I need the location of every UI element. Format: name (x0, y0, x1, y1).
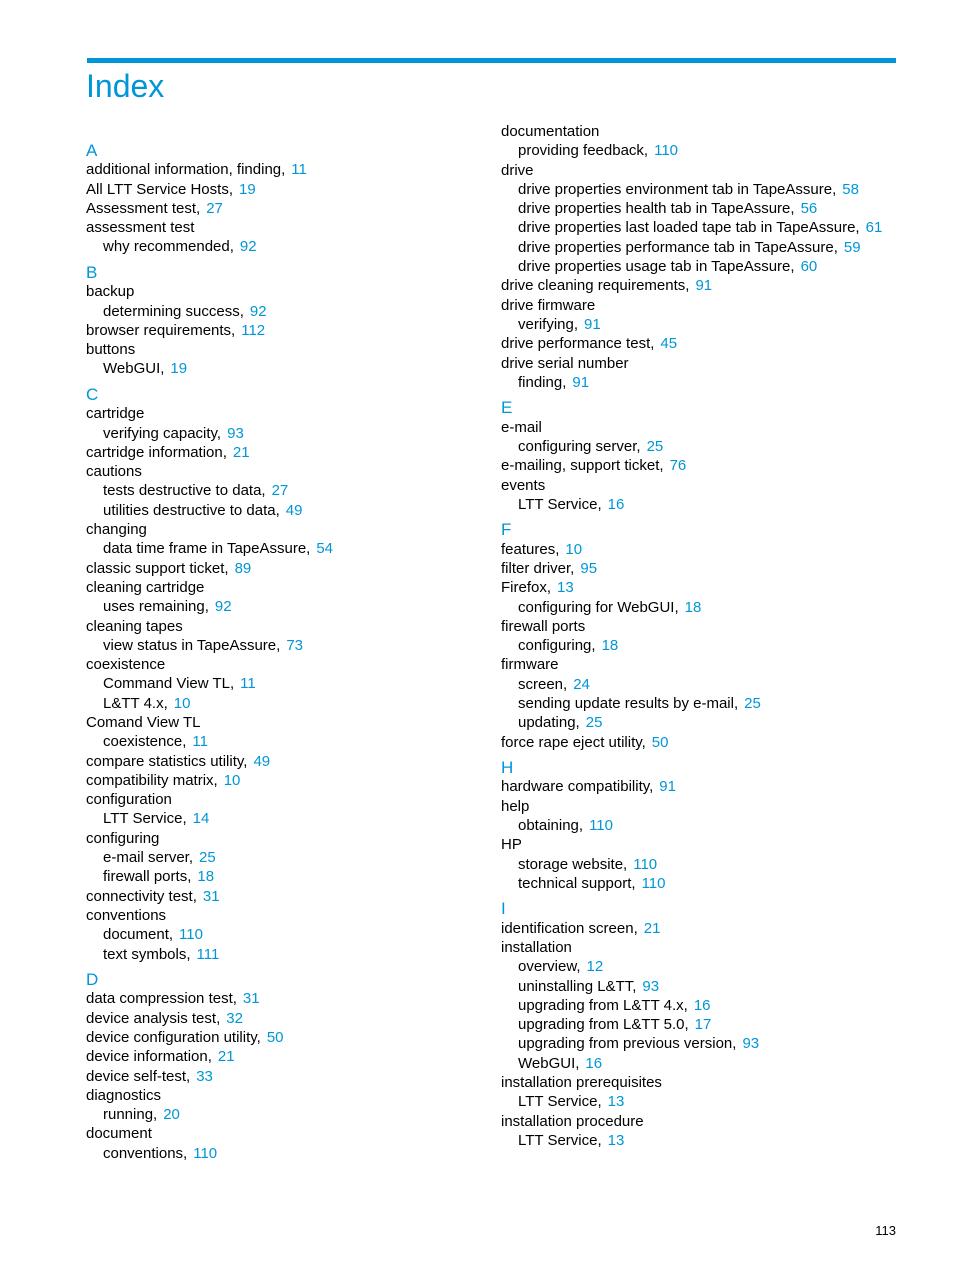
entry-term: LTT Service, (103, 810, 187, 828)
index-group-e (501, 398, 906, 514)
entry-term: configuring (86, 829, 160, 847)
index-entry (501, 559, 906, 578)
page-link[interactable]: 16 (585, 1054, 603, 1072)
entry-term: force rape eject utility, (501, 733, 646, 751)
index-entry (501, 276, 906, 295)
page-link[interactable]: 60 (800, 258, 818, 276)
entry-term: drive firmware (501, 296, 596, 314)
index-subentry (501, 874, 906, 893)
entry-term: tests destructive to data, (103, 482, 266, 500)
entry-term: cleaning tapes (86, 617, 183, 635)
entry-term: WebGUI, (103, 360, 165, 378)
page-link[interactable]: 33 (196, 1067, 213, 1085)
index-entry (501, 617, 906, 636)
entry-term: providing feedback, (518, 142, 649, 160)
index-entry (501, 418, 906, 437)
page-link[interactable]: 61 (865, 219, 883, 237)
entry-term: updating, (518, 714, 580, 732)
page-link[interactable]: 27 (271, 482, 289, 500)
index-subentry (86, 945, 491, 964)
page-link[interactable]: 93 (742, 1035, 760, 1053)
entry-term: HP (501, 836, 522, 854)
index-subentry (86, 501, 491, 520)
index-subentry (501, 373, 906, 392)
entry-term: Command View TL, (103, 675, 235, 693)
entry-term: drive properties performance tab in TapeAssure, (518, 238, 838, 256)
index-subentry (86, 732, 491, 751)
entry-term: document (86, 1125, 152, 1143)
page-link[interactable]: 110 (633, 855, 658, 873)
entry-term: overview, (518, 958, 581, 976)
index-entry (86, 520, 491, 539)
page-link[interactable]: 111 (196, 945, 220, 963)
index-subentry (501, 977, 906, 996)
index-subentry (86, 674, 491, 693)
entry-term: installation (501, 938, 572, 956)
index-entry (501, 797, 906, 816)
entry-term: finding, (518, 373, 567, 391)
page-link[interactable]: 110 (193, 1144, 218, 1162)
index-subentry (86, 1105, 491, 1124)
index-entry (86, 1009, 491, 1028)
entry-term: device information, (86, 1048, 212, 1066)
index-entry (86, 906, 491, 925)
index-subentry (501, 238, 906, 257)
index-entry (86, 282, 491, 301)
page-link[interactable]: 110 (589, 816, 613, 834)
entry-term: additional information, finding, (86, 161, 286, 179)
entry-term: firewall ports, (103, 868, 192, 886)
index-entry (86, 655, 491, 674)
entry-term: events (501, 476, 546, 494)
entry-term: drive properties usage tab in TapeAssure, (518, 258, 795, 276)
entry-term: assessment test (86, 219, 195, 237)
index-entry (86, 617, 491, 636)
entry-term: running, (103, 1106, 158, 1124)
page-link[interactable]: 91 (695, 277, 713, 295)
page-link[interactable]: 18 (684, 598, 702, 616)
page-link[interactable]: 10 (223, 771, 241, 789)
index-group-b (86, 263, 491, 379)
index-entry (86, 443, 491, 462)
index-entry (501, 456, 906, 475)
index-group-h (501, 758, 906, 893)
index-subentry (86, 424, 491, 443)
page-link[interactable]: 92 (214, 598, 232, 616)
page-link[interactable]: 31 (242, 990, 260, 1008)
index-entry (86, 1047, 491, 1066)
page-link[interactable]: 25 (646, 437, 664, 455)
entry-term: drive performance test, (501, 335, 655, 353)
index-group-a (86, 141, 491, 257)
index-entry (501, 655, 906, 674)
entry-term: device self-test, (86, 1067, 191, 1085)
index-subentry (86, 848, 491, 867)
index-subentry (501, 315, 906, 334)
index-entry (501, 354, 906, 373)
page-link[interactable]: 93 (642, 977, 660, 995)
index-subentry (501, 1034, 906, 1053)
entry-term: data time frame in TapeAssure, (103, 540, 311, 558)
page-link[interactable]: 16 (693, 996, 711, 1014)
page-link[interactable]: 20 (163, 1106, 180, 1124)
page-number: 113 (875, 1223, 896, 1238)
index-entry (86, 340, 491, 359)
index-entry (501, 1112, 906, 1131)
index-subentry (501, 437, 906, 456)
page-link[interactable]: 21 (217, 1048, 235, 1066)
entry-term: Firefox, (501, 579, 552, 597)
page-link[interactable]: 25 (585, 714, 603, 732)
index-subentry (501, 1092, 906, 1111)
page-link[interactable]: 18 (197, 868, 215, 886)
index-subentry (86, 636, 491, 655)
index-entry (86, 752, 491, 771)
index-group-i (501, 899, 906, 1150)
index-entry (86, 578, 491, 597)
page-link[interactable]: 19 (170, 360, 188, 378)
page-title: Index (86, 68, 165, 104)
entry-term: uses remaining, (103, 598, 209, 616)
index-group-c (86, 385, 491, 964)
entry-term: WebGUI, (518, 1054, 580, 1072)
entry-term: e-mail server, (103, 849, 194, 867)
entry-term: determining success, (103, 302, 244, 320)
page-link[interactable]: 58 (842, 180, 859, 198)
index-entry (501, 334, 906, 353)
page-link[interactable]: 31 (202, 887, 220, 905)
index-group-f (501, 520, 906, 752)
entry-term: filter driver, (501, 559, 575, 577)
index-entry (86, 199, 491, 218)
index-entry (86, 887, 491, 906)
index-subentry (86, 809, 491, 828)
index-entry (501, 938, 906, 957)
index-subentry (86, 597, 491, 616)
index-subentry (86, 237, 491, 256)
entry-term: technical support, (518, 874, 636, 892)
entry-term: LTT Service, (518, 495, 602, 513)
page-link[interactable]: 73 (286, 636, 303, 654)
entry-term: e-mail (501, 418, 542, 436)
entry-term: changing (86, 521, 147, 539)
index-subentry (86, 302, 491, 321)
index-subentry (501, 218, 906, 237)
entry-term: Assessment test, (86, 199, 201, 217)
entry-term: storage website, (518, 855, 628, 873)
index-column-right (501, 122, 906, 1156)
index-entry (501, 733, 906, 752)
entry-term: upgrading from previous version, (518, 1035, 737, 1053)
entry-term: configuring, (518, 637, 596, 655)
index-subentry (501, 996, 906, 1015)
entry-term: text symbols, (103, 945, 191, 963)
index-letter-heading: B (86, 262, 98, 282)
entry-term: utilities destructive to data, (103, 501, 280, 519)
entry-term: configuring server, (518, 437, 641, 455)
page-link[interactable]: 112 (241, 321, 266, 339)
index-subentry (86, 481, 491, 500)
page-link[interactable]: 110 (654, 142, 679, 160)
page-link[interactable]: 12 (586, 958, 604, 976)
page-link[interactable]: 91 (659, 778, 676, 796)
index-entry (86, 829, 491, 848)
index-subentry (501, 816, 906, 835)
page-link[interactable]: 11 (192, 733, 208, 751)
index-entry (501, 919, 906, 938)
entry-term: LTT Service, (518, 1131, 602, 1149)
index-subentry (501, 855, 906, 874)
index-entry (501, 777, 906, 796)
page-link[interactable]: 11 (240, 675, 256, 693)
entry-term: cleaning cartridge (86, 578, 205, 596)
index-subentry (501, 199, 906, 218)
index-subentry (501, 598, 906, 617)
entry-term: compare statistics utility, (86, 752, 248, 770)
entry-term: coexistence, (103, 733, 187, 751)
index-subentry (501, 257, 906, 276)
page-link[interactable]: 24 (573, 675, 590, 693)
entry-term: configuring for WebGUI, (518, 598, 679, 616)
page-link[interactable]: 92 (249, 302, 267, 320)
page-link[interactable]: 110 (641, 874, 666, 892)
entry-term: drive properties last loaded tape tab in TapeAssure, (518, 219, 860, 237)
index-entry (86, 771, 491, 790)
index-entry (501, 476, 906, 495)
index-entry (86, 1067, 491, 1086)
page-link[interactable]: 91 (584, 315, 601, 333)
entry-term: conventions, (103, 1144, 188, 1162)
entry-term: sending update results by e-mail, (518, 694, 739, 712)
page-link[interactable]: 59 (843, 238, 861, 256)
entry-term: LTT Service, (518, 1093, 602, 1111)
entry-term: verifying capacity, (103, 424, 222, 442)
index-group-d (86, 970, 491, 1163)
index-entry (86, 321, 491, 340)
entry-term: connectivity test, (86, 887, 197, 905)
index-entry (501, 161, 906, 180)
entry-term: help (501, 797, 530, 815)
entry-term: firewall ports (501, 617, 586, 635)
entry-term: drive (501, 161, 534, 179)
entry-term: hardware compatibility, (501, 778, 654, 796)
page-link[interactable]: 49 (253, 752, 271, 770)
entry-term: backup (86, 283, 135, 301)
entry-term: features, (501, 540, 560, 558)
index-column-left (86, 141, 491, 1169)
index-subentry (501, 495, 906, 514)
page-link[interactable]: 91 (572, 373, 590, 391)
entry-term: conventions (86, 906, 167, 924)
index-subentry (501, 141, 906, 160)
page-link[interactable]: 95 (580, 559, 598, 577)
page-link[interactable]: 16 (607, 495, 625, 513)
index-entry (86, 989, 491, 1008)
index-subentry (501, 1131, 906, 1150)
index-entry (86, 462, 491, 481)
page-link[interactable]: 19 (238, 180, 256, 198)
page-link[interactable]: 13 (557, 579, 574, 597)
index-subentry (501, 957, 906, 976)
index-subentry (501, 636, 906, 655)
index-subentry (501, 1054, 906, 1073)
page-link[interactable]: 50 (266, 1028, 284, 1046)
page-link[interactable]: 25 (744, 694, 761, 712)
entry-term: document, (103, 926, 174, 944)
index-subentry (501, 713, 906, 732)
page-link[interactable]: 93 (227, 424, 244, 442)
page-link[interactable]: 92 (239, 238, 257, 256)
entry-term: identification screen, (501, 919, 638, 937)
entry-term: coexistence (86, 656, 166, 674)
entry-term: device analysis test, (86, 1009, 221, 1027)
page-link[interactable]: 54 (316, 540, 334, 558)
entry-term: classic support ticket, (86, 559, 229, 577)
entry-term: drive properties health tab in TapeAssure, (518, 200, 795, 218)
page-link[interactable]: 50 (651, 733, 669, 751)
index-entry (501, 1073, 906, 1092)
entry-term: screen, (518, 675, 568, 693)
entry-term: compatibility matrix, (86, 771, 218, 789)
entry-term: Comand View TL (86, 713, 201, 731)
index-entry (86, 404, 491, 423)
index-subentry (86, 694, 491, 713)
entry-term: view status in TapeAssure, (103, 636, 281, 654)
entry-term: buttons (86, 341, 136, 359)
index-entry (86, 218, 491, 237)
index-subentry (86, 1144, 491, 1163)
entry-term: e-mailing, support ticket, (501, 457, 664, 475)
entry-term: device configuration utility, (86, 1028, 261, 1046)
entry-term: diagnostics (86, 1086, 162, 1104)
index-entry (86, 160, 491, 179)
page-link[interactable]: 13 (607, 1093, 625, 1111)
index-entry (501, 296, 906, 315)
index-letter-heading: E (501, 398, 513, 418)
index-entry (501, 578, 906, 597)
page-link[interactable]: 10 (173, 694, 191, 712)
entry-term: browser requirements, (86, 321, 236, 339)
page-link[interactable]: 49 (285, 501, 303, 519)
entry-term: L&TT 4.x, (103, 694, 168, 712)
index-entry (86, 1124, 491, 1143)
index-subentry (501, 180, 906, 199)
entry-term: verifying, (518, 315, 579, 333)
page-link[interactable]: 27 (206, 199, 223, 217)
entry-term: cartridge (86, 405, 145, 423)
index-entry (86, 1086, 491, 1105)
page-link[interactable]: 11 (291, 161, 307, 179)
index-letter-heading: D (86, 970, 99, 990)
index-entry (86, 180, 491, 199)
index-entry (86, 1028, 491, 1047)
index-group-continued (501, 122, 906, 392)
entry-term: upgrading from L&TT 5.0, (518, 1016, 689, 1034)
entry-term: obtaining, (518, 816, 584, 834)
index-entry (86, 559, 491, 578)
index-subentry (86, 359, 491, 378)
page-link[interactable]: 76 (669, 457, 687, 475)
entry-term: why recommended, (103, 238, 234, 256)
index-subentry (501, 1015, 906, 1034)
page-link[interactable]: 10 (565, 540, 583, 558)
page-link[interactable]: 18 (601, 637, 619, 655)
page-link[interactable]: 56 (800, 200, 818, 218)
entry-term: data compression test, (86, 990, 237, 1008)
title-rule (87, 58, 896, 63)
index-subentry (501, 694, 906, 713)
page-link[interactable]: 21 (232, 443, 250, 461)
entry-term: uninstalling L&TT, (518, 977, 637, 995)
page-link[interactable]: 32 (226, 1009, 243, 1027)
index-entry (86, 713, 491, 732)
index-letter-heading: A (86, 141, 98, 160)
index-letter-heading: C (86, 384, 99, 404)
index-entry (501, 540, 906, 559)
entry-term: installation procedure (501, 1112, 644, 1130)
page-link[interactable]: 110 (179, 926, 203, 944)
entry-term: drive properties environment tab in TapeAssure, (518, 180, 837, 198)
entry-term: All LTT Service Hosts, (86, 180, 233, 198)
index-subentry (86, 925, 491, 944)
page-link[interactable]: 25 (199, 849, 216, 867)
entry-term: configuration (86, 791, 172, 809)
entry-term: cautions (86, 463, 142, 481)
page-link[interactable]: 89 (234, 559, 252, 577)
index-entry (501, 835, 906, 854)
page-link[interactable]: 17 (694, 1016, 712, 1034)
index-letter-heading: H (501, 758, 514, 778)
page-link[interactable]: 13 (607, 1131, 625, 1149)
index-subentry (501, 675, 906, 694)
index-entry (501, 122, 906, 141)
page-link[interactable]: 45 (660, 335, 678, 353)
entry-term: drive cleaning requirements, (501, 277, 690, 295)
entry-term: cartridge information, (86, 443, 227, 461)
index-subentry (86, 867, 491, 886)
entry-term: firmware (501, 656, 559, 674)
index-subentry (86, 539, 491, 558)
entry-term: upgrading from L&TT 4.x, (518, 996, 688, 1014)
index-entry (86, 790, 491, 809)
entry-term: installation prerequisites (501, 1074, 662, 1091)
index-letter-heading: F (501, 520, 512, 540)
entry-term: drive serial number (501, 354, 629, 372)
page-link[interactable]: 21 (643, 919, 661, 937)
page-link[interactable]: 14 (192, 810, 210, 828)
entry-term: documentation (501, 123, 600, 140)
index-letter-heading: I (501, 899, 506, 919)
